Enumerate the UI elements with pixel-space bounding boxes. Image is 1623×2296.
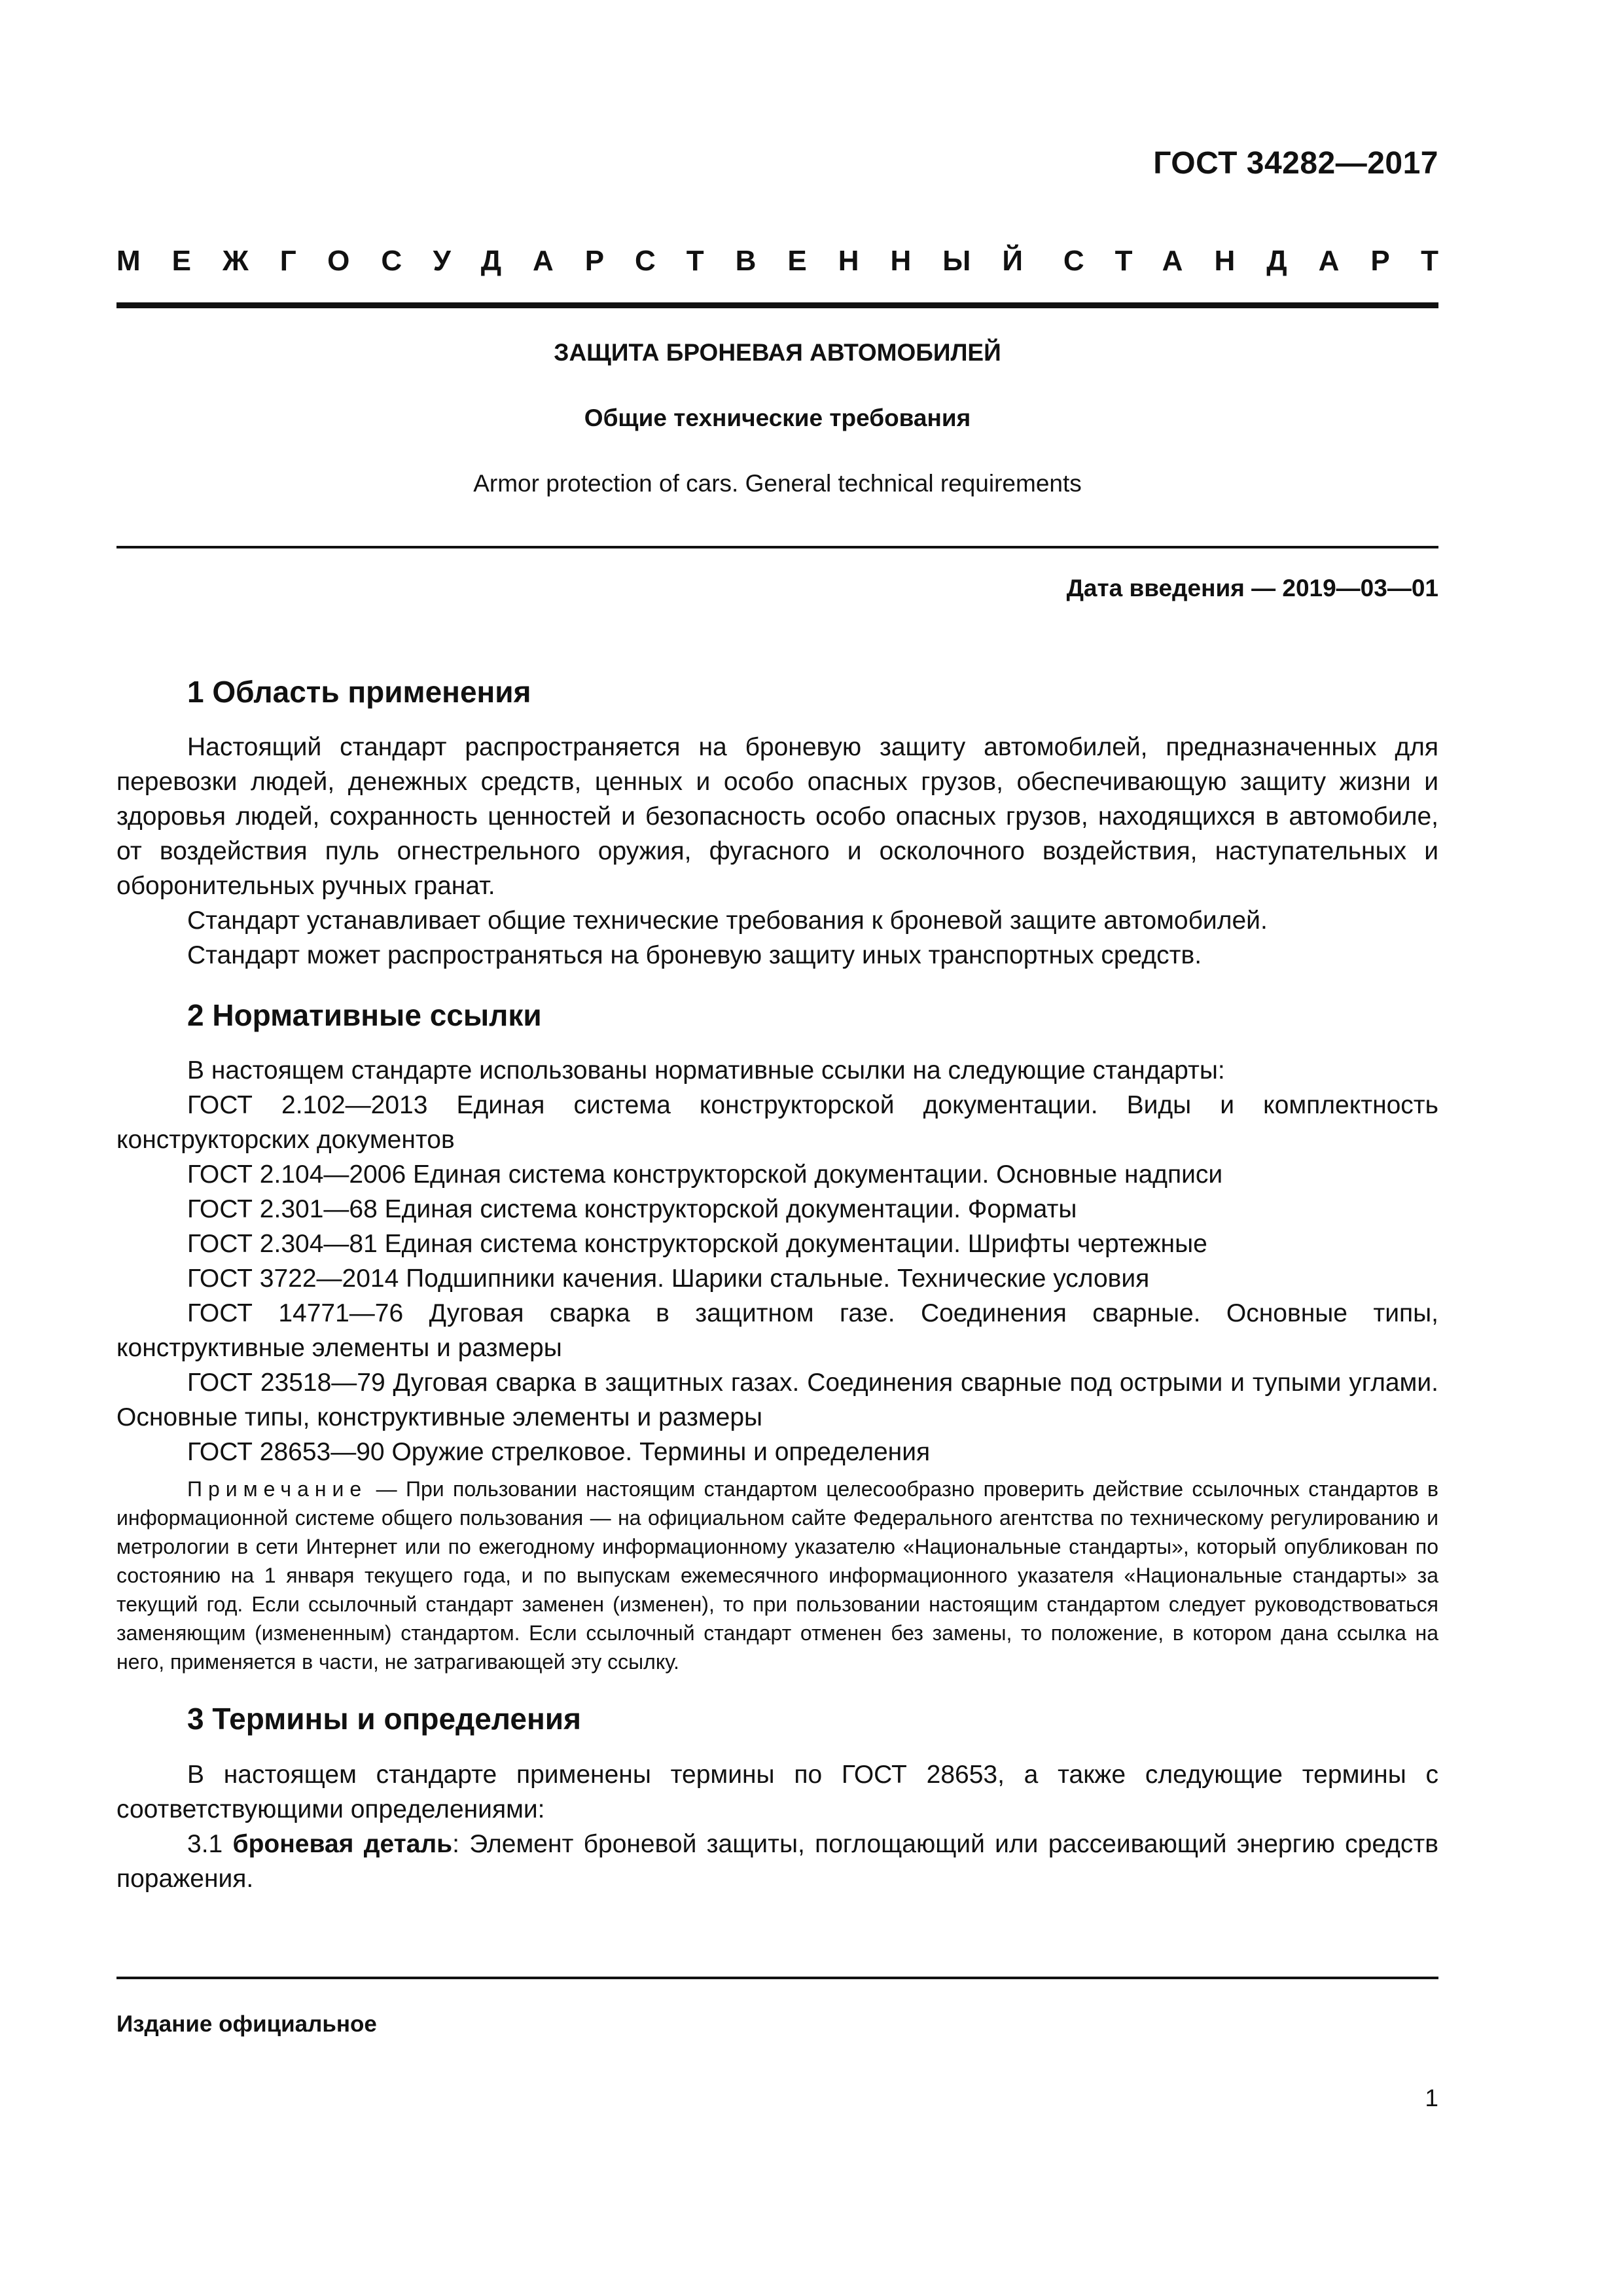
reference-item: ГОСТ 2.104—2006 Единая система конструкторской документации. Основные надписи [187, 1160, 1223, 1189]
section-references [116, 997, 1438, 1676]
reference-item: ГОСТ 2.301—68 Единая система конструкторской документации. Форматы [187, 1195, 1077, 1224]
header-divider [116, 302, 1438, 308]
introduction-date: Дата введения — 2019—03—01 [1066, 575, 1438, 601]
section-heading: 1 Область применения [187, 675, 531, 709]
interstate-word: МЕЖГОСУДАРСТВЕННЫЙ [116, 245, 1054, 277]
paragraph: В настоящем стандарте применены термины по ГОСТ 28653, а также следующие термины с соответствующими определениями: [116, 1760, 1438, 1823]
section-heading: 2 Нормативные ссылки [187, 998, 542, 1033]
reference-note [116, 1475, 1438, 1676]
english-title: Armor protection of cars. General technical requirements [473, 470, 1082, 497]
reference-item: ГОСТ 3722—2014 Подшипники качения. Шарики стальные. Технические условия [187, 1265, 1150, 1293]
paragraph: Настоящий стандарт распространяется на броневую защиту автомобилей, предназначенных для перевозки людей, денежных средств, ценных и особо опасных грузов, обеспечивающую защиту жизни и здоровья людей, сохранность ценностей и безопасность особо опасных грузов, находящихся в автомобиле, от воздействия пуль огнестрельного оружия, фугасного и осколочного воздействия, наступательных и оборонительных ручных гранат. [116, 733, 1438, 901]
document-subtitle: Общие технические требования [584, 404, 971, 431]
standard-word: СТАНДАРТ [1063, 245, 1470, 277]
section-terms [116, 1701, 1438, 1895]
term-number: 3.1 [187, 1829, 223, 1858]
section-heading: 3 Термины и определения [187, 1702, 581, 1736]
paragraph: В настоящем стандарте использованы нормативные ссылки на следующие стандарты: [187, 1056, 1225, 1085]
reference-list [116, 1088, 1438, 1469]
paragraph: Стандарт устанавливает общие технические требования к броневой защите автомобилей. [187, 906, 1268, 935]
title-divider [116, 546, 1438, 548]
term-text: : Элемент броневой защиты, поглощающий или рассеивающий энергию средств поражения. [116, 1829, 1438, 1893]
note-text: — При пользовании настоящим стандартом целесообразно проверить действие ссылочных стандартов в информационной системе общего пользования — на официальном сайте Федерального агентства по техническому регулированию и метрологии в сети Интернет или по ежегодному информационному указателю «Национальные стандарты», который опубликован по состоянию на 1 января текущего года, и по выпускам ежемесячного информационного указателя «Национальные стандарты» за текущий год. Если ссылочный стандарт заменен (изменен), то при пользовании настоящим стандартом следует руководствоваться заменяющим (измененным) стандартом. Если ссылочный стандарт отменен без замены, то положение, в котором дана ссылка на него, применяется в части, не затрагивающей эту ссылку. [116, 1477, 1438, 1674]
reference-item: ГОСТ 2.102—2013 Единая система конструкторской документации. Виды и комплектность конструкторских документов [116, 1091, 1438, 1155]
page-number: 1 [1425, 2085, 1438, 2111]
reference-item: ГОСТ 14771—76 Дуговая сварка в защитном газе. Соединения сварные. Основные типы, конструктивные элементы и размеры [116, 1299, 1438, 1363]
official-edition-label: Издание официальное [116, 2011, 377, 2037]
document-body [116, 674, 1438, 1896]
note-label: Примечание [187, 1477, 368, 1501]
paragraph: Стандарт может распространяться на броневую защиту иных транспортных средств. [187, 941, 1202, 970]
interstate-standard-banner [116, 245, 1470, 278]
footer-divider [116, 1977, 1438, 1979]
document-page [116, 0, 1470, 2296]
term-definition [116, 1827, 1438, 1896]
gost-number: ГОСТ 34282—2017 [1153, 146, 1438, 181]
section-scope [116, 674, 1438, 973]
document-title: ЗАЩИТА БРОНЕВАЯ АВТОМОБИЛЕЙ [554, 339, 1001, 366]
reference-item: ГОСТ 2.304—81 Единая система конструкторской документации. Шрифты чертежные [187, 1230, 1207, 1259]
reference-item: ГОСТ 28653—90 Оружие стрелковое. Термины и определения [187, 1438, 931, 1467]
reference-item: ГОСТ 23518—79 Дуговая сварка в защитных газах. Соединения сварные под острыми и тупыми углами. Основные типы, конструктивные элементы и размеры [116, 1369, 1438, 1432]
term-name: броневая деталь [232, 1829, 453, 1858]
